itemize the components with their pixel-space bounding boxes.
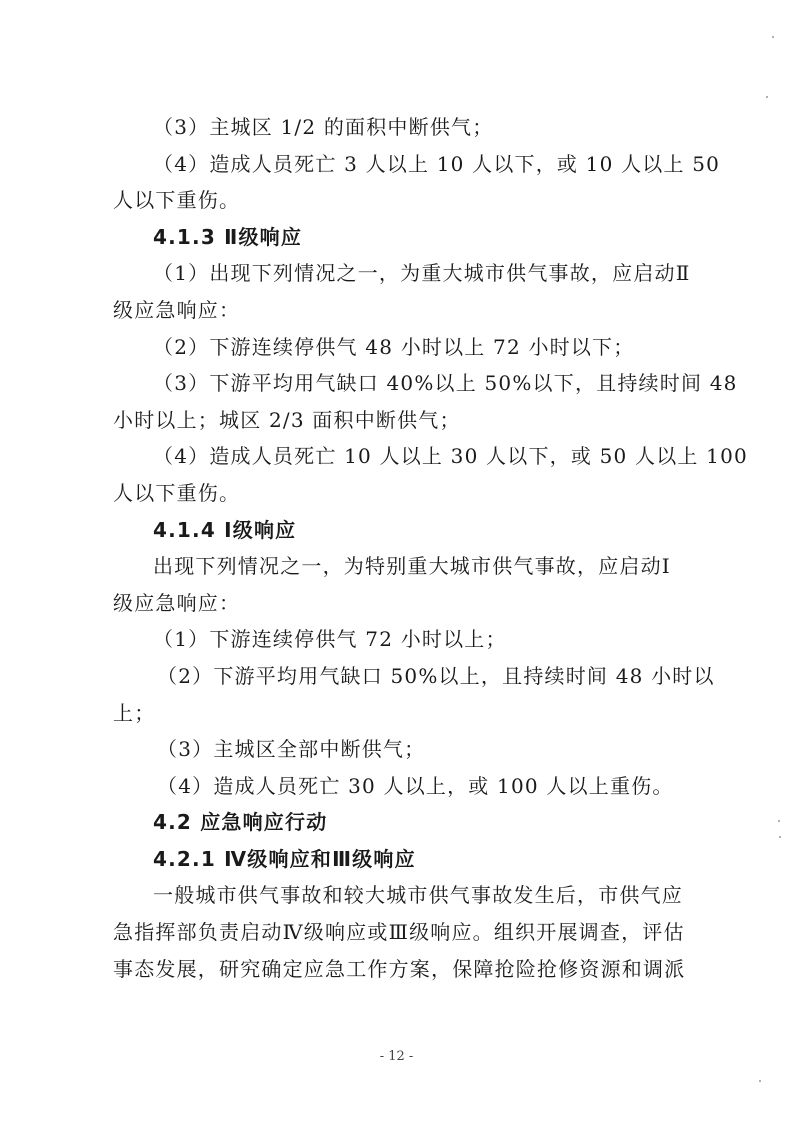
page-number: - 12 - [379, 1049, 414, 1064]
paragraph-line: （4）造成人员死亡 30 人以上，或 100 人以上重伤。 [157, 773, 674, 798]
paragraph-line: （2）下游连续停供气 48 小时以上 72 小时以下； [153, 334, 635, 359]
paragraph-line: 一般城市供气事故和较大城市供气事故发生后，市供气应 [153, 883, 683, 908]
paragraph-line: 人以下重伤。 [113, 188, 241, 213]
paragraph-line: 事态发展，研究确定应急工作方案，保障抢险抢修资源和调派 [113, 956, 686, 981]
section-heading-4-1-4: 4.1.4 Ⅰ级响应 [153, 517, 297, 542]
paragraph-line: 级应急响应： [113, 297, 241, 322]
paragraph-line: （4）造成人员死亡 3 人以上 10 人以下，或 10 人以上 50 [153, 151, 721, 176]
paragraph-line: 急指挥部负责启动Ⅳ级响应或Ⅲ级响应。组织开展调查，评估 [113, 920, 685, 945]
section-heading-4-2: 4.2 应急响应行动 [153, 810, 328, 835]
paragraph-line: （1）下游连续停供气 72 小时以上； [153, 627, 507, 652]
paragraph-line: 小时以上；城区 2/3 面积中断供气； [113, 407, 461, 432]
section-heading-4-1-3: 4.1.3 Ⅱ级响应 [153, 224, 303, 249]
paragraph-line: 人以下重伤。 [113, 480, 241, 505]
paragraph-line: （4）造成人员死亡 10 人以上 30 人以下，或 50 人以上 100 [153, 444, 748, 469]
scan-speck [772, 36, 774, 38]
scan-speck [759, 1080, 761, 1082]
scan-speck [766, 96, 768, 98]
paragraph-line: 出现下列情况之一，为特别重大城市供气事故，应启动Ⅰ [153, 554, 671, 579]
scan-speck [778, 820, 780, 822]
document-body [113, 109, 748, 987]
paragraph-line: （3）主城区 1/2 的面积中断供气； [153, 115, 494, 139]
section-heading-4-2-1: 4.2.1 Ⅳ级响应和Ⅲ级响应 [153, 846, 416, 871]
paragraph-line: （3）主城区全部中断供气； [157, 737, 426, 762]
paragraph-line: （1）出现下列情况之一，为重大城市供气事故，应启动Ⅱ [153, 261, 691, 286]
paragraph-line: （3）下游平均用气缺口 40%以上 50%以下，且持续时间 48 [153, 371, 738, 396]
paragraph-line: 级应急响应： [113, 590, 241, 615]
paragraph-line: 上； [113, 700, 156, 725]
paragraph-line: （2）下游平均用气缺口 50%以上，且持续时间 48 小时以 [157, 663, 715, 688]
scan-speck [779, 836, 781, 838]
